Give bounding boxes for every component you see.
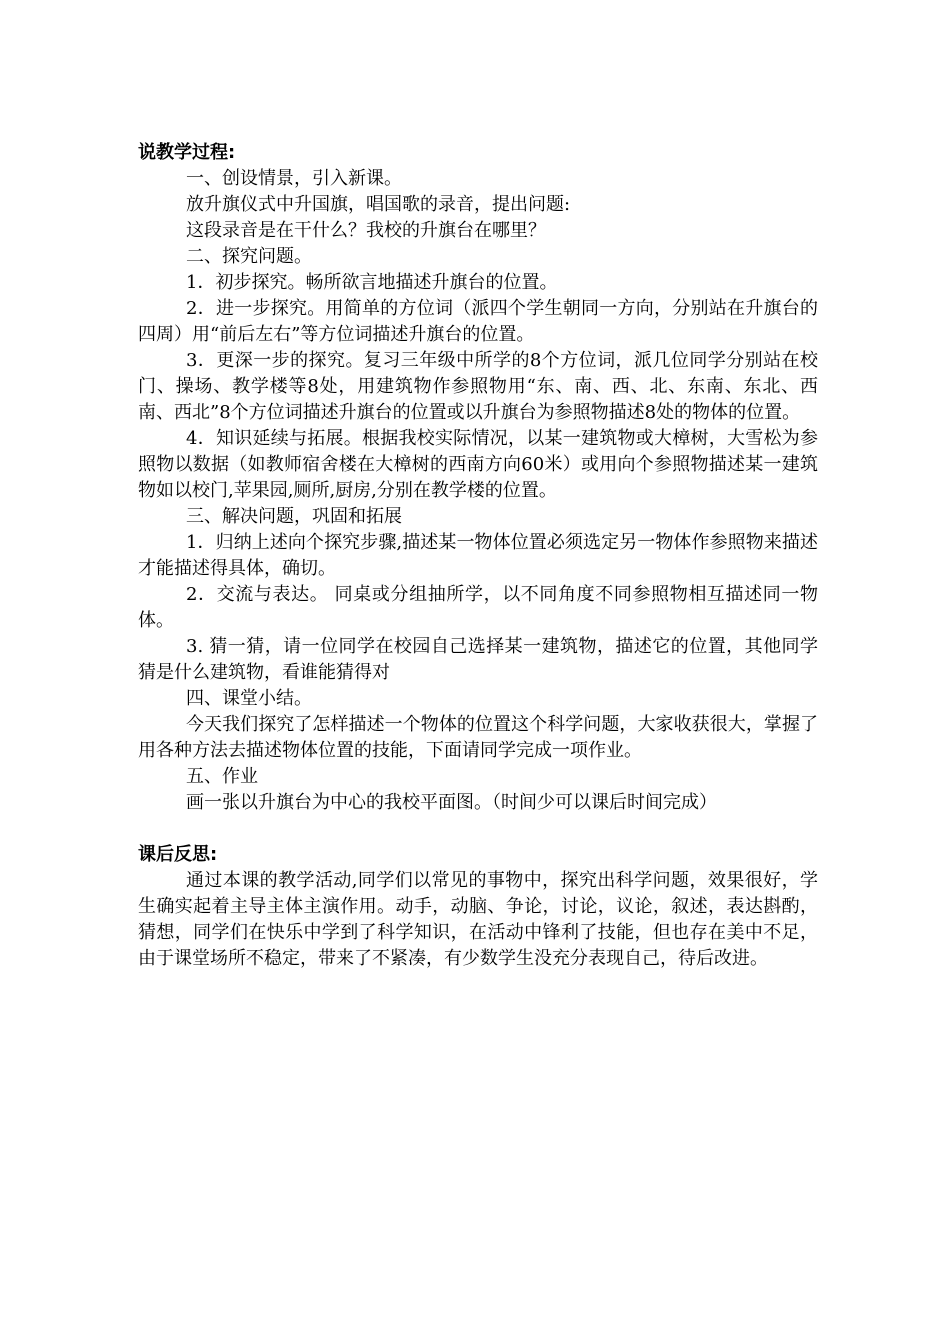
paragraph: 3. 猜一猜，请一位同学在校园自己选择某一建筑物，描述它的位置，其他同学猜是什么建筑物，看谁能猜得对 [138, 636, 818, 683]
paragraph: 2．进一步探究。用简单的方位词（派四个学生朝同一方向，分别站在升旗台的四周）用“前后左右”等方位词描述升旗台的位置。 [138, 298, 818, 345]
paragraph: 4．知识延续与拓展。根据我校实际情况，以某一建筑物或大樟树，大雪松为参照物以数据（如教师宿舍楼在大樟树的西南方向60米）或用向个参照物描述某一建筑物如以校门,苹果园,厕所,厨房,分别在教学楼的位置。 [138, 428, 818, 501]
document-page [138, 140, 818, 972]
process-heading: 说教学过程: [138, 142, 236, 163]
paragraph: 三、解决问题，巩固和拓展 [186, 506, 402, 527]
paragraph: 通过本课的教学活动,同学们以常见的事物中，探究出科学问题，效果很好，学生确实起着主导主体主演作用。动手，动脑、争论，讨论，议论，叙述，表达斟酌，猜想，同学们在快乐中学到了科学知识，在活动中锋利了技能，但也存在美中不足，由于课堂场所不稳定，带来了不紧凑，有少数学生没充分表现自己，待后改进。 [138, 870, 818, 969]
paragraph: 这段录音是在干什么？我校的升旗台在哪里？ [186, 220, 546, 241]
paragraph: 3．更深一步的探究。复习三年级中所学的8个方位词，派几位同学分别站在校门、操场、教学楼等8处，用建筑物作参照物用“东、南、西、北、东南、东北、西南、西北”8个方位词描述升旗台的位置或以升旗台为参照物描述8处的物体的位置。 [138, 350, 818, 423]
paragraph: 画一张以升旗台为中心的我校平面图。（时间少可以课后时间完成） [186, 792, 717, 813]
reflection-heading: 课后反思: [138, 844, 218, 865]
paragraph: 五、作业 [186, 766, 258, 787]
paragraph: 一、创设情景，引入新课。 [186, 168, 402, 189]
paragraph: 二、探究问题。 [186, 246, 312, 267]
paragraph: 四、课堂小结。 [186, 688, 312, 709]
paragraph: 1．初步探究。畅所欲言地描述升旗台的位置。 [186, 272, 558, 293]
paragraph: 2．交流与表达。 同桌或分组抽所学，以不同角度不同参照物相互描述同一物体。 [138, 584, 818, 631]
paragraph: 放升旗仪式中升国旗，唱国歌的录音，提出问题: [186, 194, 571, 215]
paragraph: 今天我们探究了怎样描述一个物体的位置这个科学问题，大家收获很大，掌握了用各种方法去描述物体位置的技能，下面请同学完成一项作业。 [138, 714, 818, 761]
paragraph: 1．归纳上述向个探究步骤,描述某一物体位置必须选定另一物体作参照物来描述才能描述得具体，确切。 [138, 532, 818, 579]
